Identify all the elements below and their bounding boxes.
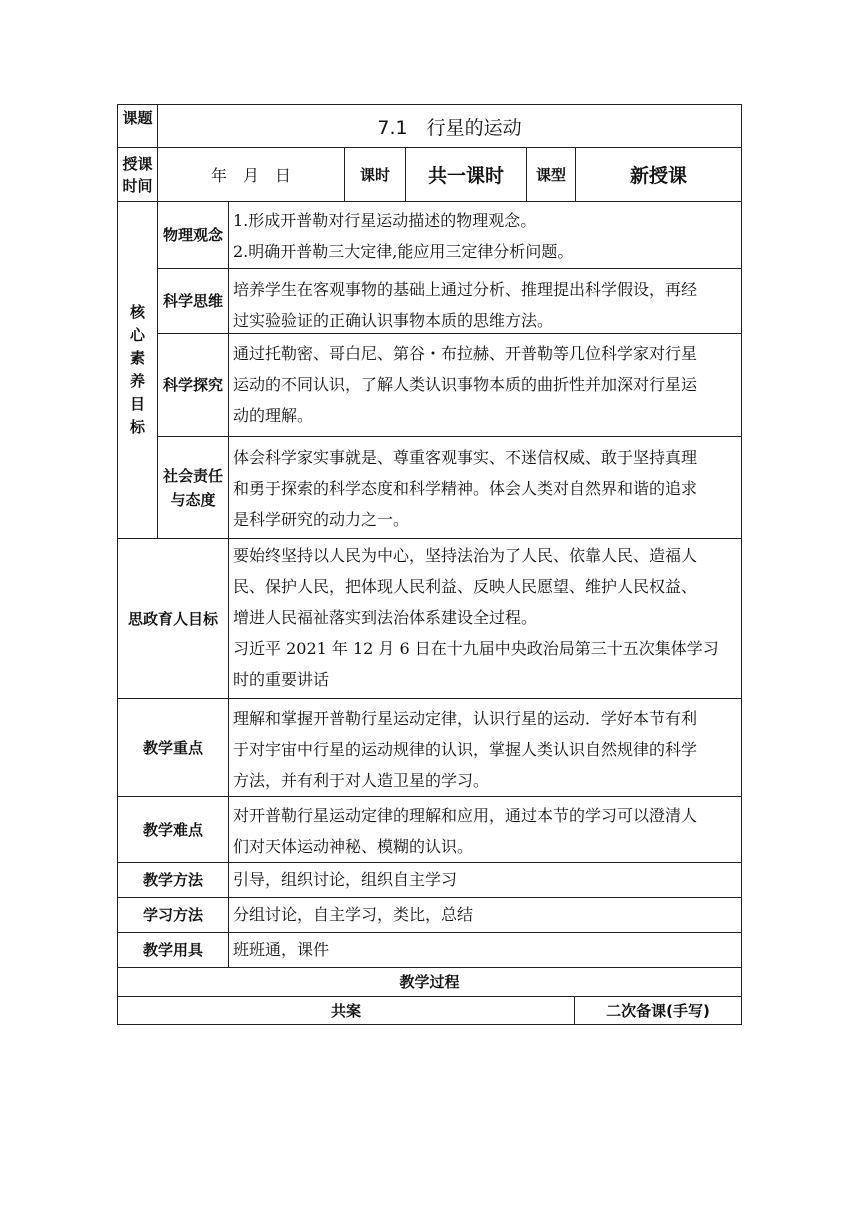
text-line: 方法，并有利于对人造卫星的学习。 (233, 771, 490, 790)
table-border-right (741, 104, 742, 1025)
period-value: 共一课时 (427, 165, 504, 187)
type-value: 新授课 (629, 165, 687, 187)
lesson-title: 7.1 行星的运动 (377, 116, 522, 139)
core-competency-group-label: 核 心 素 养 目 标 (129, 303, 145, 436)
text-line: 运动的不同认识，了解人类认识事物本质的曲折性并加深对行星运 (233, 375, 698, 394)
learning-label: 学习方法 (142, 906, 203, 924)
text-line: 动的理解。 (233, 406, 314, 425)
date-label: 授课 时间 (122, 154, 153, 195)
date-value: 年 月 日 (210, 166, 291, 185)
type-label: 课型 (535, 165, 566, 184)
title-label: 课题 (122, 109, 153, 127)
methods-value: 引导，组织讨论，组织自主学习 (233, 870, 458, 889)
text-line: 体会科学家实事就是、尊重客观事实、不迷信权威、敢于坚持真理 (233, 448, 698, 467)
core-row-label: 科学思维 (162, 292, 223, 310)
difficulties-content (229, 797, 741, 862)
second-prep-label: 二次备课(手写) (606, 1001, 710, 1020)
text-line: 时的重要讲话 (233, 670, 330, 689)
core-row-content (229, 269, 741, 333)
text-line: 和勇于探索的科学态度和科学精神。体会人类对自然界和谐的追求 (233, 479, 698, 498)
difficulties-label: 教学难点 (142, 820, 203, 839)
text-line: 1.形成开普勒对行星运动描述的物理观念。 (233, 211, 537, 230)
text-line: 习近平 2021 年 12 月 6 日在十九届中央政治局第三十五次集体学习 (233, 639, 719, 658)
text-line: 对开普勒行星运动定律的理解和应用，通过本节的学习可以澄清人 (233, 806, 698, 825)
core-row-content (229, 202, 741, 268)
ideology-content (229, 539, 741, 698)
ideology-label: 思政育人目标 (127, 609, 218, 628)
key-points-content (229, 699, 741, 796)
learning-value: 分组讨论，自主学习，类比，总结 (233, 905, 474, 924)
tools-label: 教学用具 (142, 941, 203, 959)
text-line: 要始终坚持以人民为中心，坚持法治为了人民、依靠人民、造福人 (233, 546, 698, 565)
key-points-label: 教学重点 (142, 738, 203, 757)
methods-label: 教学方法 (142, 871, 203, 889)
core-row-content (229, 437, 741, 538)
text-line: 增进人民福祉落实到法治体系建设全过程。 (233, 608, 538, 627)
core-row-label: 物理观念 (162, 226, 223, 244)
shared-plan-label: 共案 (330, 1001, 361, 1020)
text-line: 理解和掌握开普勒行星运动定律，认识行星的运动．学好本节有利 (233, 709, 698, 728)
period-label: 课时 (359, 165, 390, 184)
table-border-bottom (117, 1024, 742, 1025)
text-line: 培养学生在客观事物的基础上通过分析、推理提出科学假设，再经 (233, 280, 698, 299)
core-row-label: 社会责任 与态度 (162, 466, 223, 509)
text-line: 2.明确开普勒三大定律,能应用三定律分析问题。 (233, 242, 574, 261)
tools-value: 班班通，课件 (233, 940, 330, 959)
text-line: 于对宇宙中行星的运动规律的认识，掌握人类认识自然规律的科学 (233, 740, 698, 759)
text-line: 民、保护人民，把体现人民利益、反映人民愿望、维护人民权益、 (233, 577, 698, 596)
text-line: 们对天体运动神秘、模糊的认识。 (233, 837, 474, 856)
text-line: 通过托勒密、哥白尼、第谷・布拉赫、开普勒等几位科学家对行星 (233, 344, 698, 363)
text-line: 过实验验证的正确认识事物本质的思维方法。 (233, 311, 554, 330)
process-label: 教学过程 (399, 973, 460, 991)
text-line: 是科学研究的动力之一。 (233, 510, 410, 529)
core-row-content (229, 334, 741, 436)
core-row-label: 科学探究 (162, 376, 223, 394)
